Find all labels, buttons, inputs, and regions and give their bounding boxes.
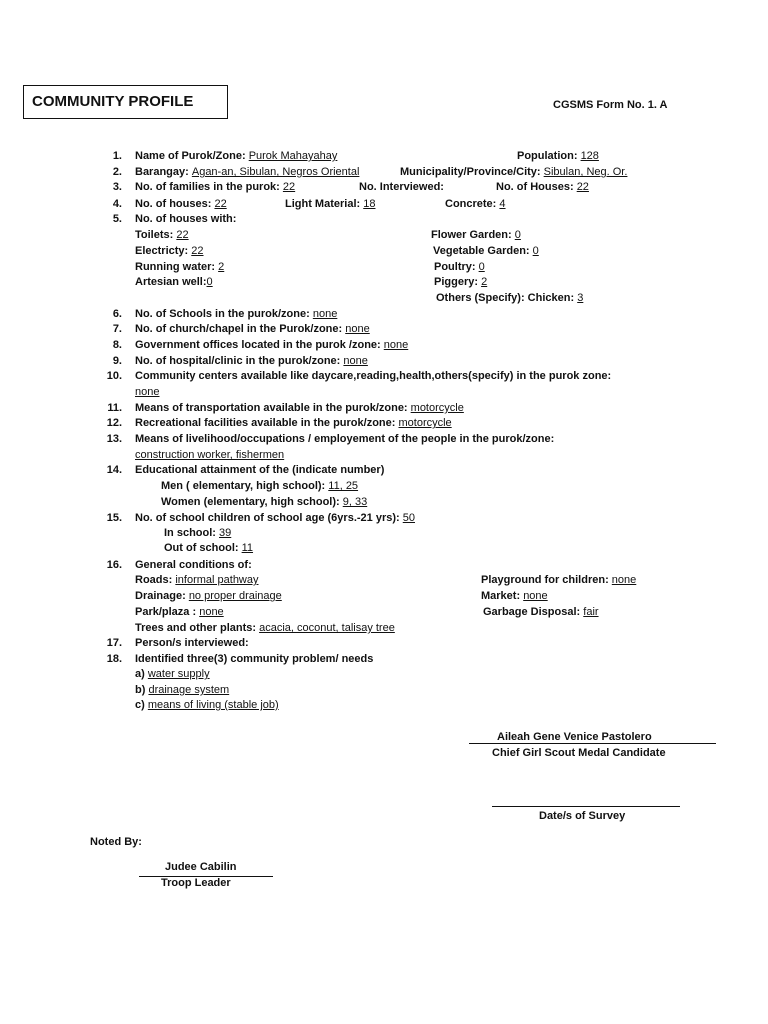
concrete-row [445,198,506,210]
electricity-row [135,245,204,257]
item-number: 1. [112,150,122,162]
vegetable-garden-row [433,245,539,257]
municipality-value: Sibulan, Neg. Or. [543,166,628,178]
artesian-well-row [135,276,213,288]
population-label: Population: [517,150,578,162]
flower-garden-row [431,229,521,241]
item-number: 7. [112,323,122,335]
vegetable-garden-label: Vegetable Garden: [433,245,530,257]
problem-b-value: drainage system [148,684,230,696]
purok-name-row [135,150,337,162]
in-school-label: In school: [164,527,216,539]
item-number: 6. [112,308,122,320]
school-children-row [135,512,415,524]
community-problems-label: Identified three(3) community problem/ needs [135,653,374,665]
houses-value: 22 [214,198,227,210]
government-offices-label: Government offices located in the purok /zone: [135,339,381,351]
vegetable-garden-value: 0 [532,245,539,257]
population-value: 128 [580,150,599,162]
government-offices-value: none [383,339,409,351]
school-children-value: 50 [402,512,415,524]
families-label: No. of families in the purok: [135,181,280,193]
toilets-label: Toilets: [135,229,174,241]
transportation-row [135,402,464,414]
item-number: 15. [106,512,122,524]
purok-name-label: Name of Purok/Zone: [135,150,246,162]
item-number: 18. [106,653,122,665]
interviewed-label: No. Interviewed: [359,181,444,193]
piggery-row [434,276,487,288]
garbage-value: fair [583,606,599,618]
flower-garden-label: Flower Garden: [431,229,512,241]
houses-count-label: No. of Houses: [496,181,574,193]
electricity-label: Electricty: [135,245,189,257]
poultry-row [434,261,485,273]
park-label: Park/plaza : [135,606,197,618]
item-number: 16. [106,559,122,571]
school-children-label: No. of school children of school age (6yrs.-21 yrs): [135,512,400,524]
item-number: 13. [106,433,122,445]
others-value: 3 [577,292,584,304]
men-education-row [161,480,358,492]
houses-label: No. of houses: [135,198,212,210]
problem-b-row [135,684,229,696]
candidate-signature-line [469,743,716,744]
men-education-label: Men ( elementary, high school): [161,480,326,492]
drainage-label: Drainage: [135,590,186,602]
community-centers-value: none [135,386,160,398]
concrete-label: Concrete: [445,198,497,210]
livelihood-value: construction worker, fishermen [135,449,285,461]
market-label: Market: [481,590,521,602]
population-row [517,150,599,162]
playground-label: Playground for children: [481,574,609,586]
women-education-label: Women (elementary, high school): [161,496,340,508]
garbage-row [483,606,599,618]
park-row [135,606,224,618]
running-water-row [135,261,224,273]
electricity-value: 22 [191,245,204,257]
flower-garden-value: 0 [514,229,521,241]
church-row [135,323,370,335]
houses-count-value: 22 [576,181,589,193]
schools-value: none [312,308,338,320]
trees-row [135,622,395,634]
hospital-row [135,355,368,367]
recreational-row [135,417,452,429]
roads-label: Roads: [135,574,173,586]
toilets-value: 22 [176,229,189,241]
in-school-row [164,527,231,539]
houses-with-label: No. of houses with: [135,213,237,225]
troop-leader-title: Troop Leader [161,877,231,889]
item-number: 14. [106,464,122,476]
form-number: CGSMS Form No. 1. A [553,99,668,111]
municipality-row [400,166,627,178]
recreational-value: motorcycle [398,417,452,429]
recreational-label: Recreational facilities available in the purok/zone: [135,417,396,429]
market-value: none [523,590,548,602]
item-number: 5. [112,213,122,225]
market-row [481,590,548,602]
general-conditions-label: General conditions of: [135,559,252,571]
families-value: 22 [282,181,296,193]
education-label: Educational attainment of the (indicate number) [135,464,385,476]
problem-b-label: b) [135,684,146,696]
date-signature-line [492,806,680,807]
community-centers-label: Community centers available like daycare,reading,health,others(specify) in the purok zone: [135,370,612,382]
toilets-row [135,229,189,241]
poultry-value: 0 [478,261,485,273]
drainage-value: no proper drainage [188,590,282,602]
schools-label: No. of Schools in the purok/zone: [135,308,310,320]
barangay-label: Barangay: [135,166,189,178]
date-of-survey-label: Date/s of Survey [539,810,626,822]
municipality-label: Municipality/Province/City: [400,166,541,178]
candidate-title: Chief Girl Scout Medal Candidate [492,747,666,759]
problem-a-value: water supply [147,668,210,680]
roads-value: informal pathway [175,574,259,586]
women-education-row [161,496,367,508]
light-material-label: Light Material: [285,198,361,210]
item-number: 17. [106,637,122,649]
problem-c-value: means of living (stable job) [147,699,279,711]
item-number: 11. [107,402,122,414]
houses-count-row [496,181,589,193]
trees-label: Trees and other plants: [135,622,257,634]
persons-interviewed-label: Person/s interviewed: [135,637,249,649]
park-value: none [199,606,224,618]
item-number: 12. [106,417,122,429]
piggery-value: 2 [481,276,488,288]
piggery-label: Piggery: [434,276,479,288]
page-title: COMMUNITY PROFILE [23,85,228,119]
garbage-label: Garbage Disposal: [483,606,581,618]
drainage-row [135,590,282,602]
in-school-value: 39 [219,527,232,539]
families-row [135,181,295,193]
item-number: 2. [112,166,122,178]
schools-row [135,308,337,320]
men-education-value: 11, 25 [328,480,359,492]
livelihood-label: Means of livelihood/occupations / employement of the people in the purok/zone: [135,433,555,445]
light-material-value: 18 [363,198,376,210]
playground-value: none [611,574,637,586]
candidate-name: Aileah Gene Venice Pastolero [497,731,652,743]
running-water-value: 2 [218,261,225,273]
artesian-well-value: 0 [206,276,213,288]
troop-leader-name: Judee Cabilin [165,861,237,873]
hospital-value: none [343,355,368,367]
barangay-value: Agan-an, Sibulan, Negros Oriental [191,166,360,178]
others-row [436,292,583,304]
church-label: No. of church/chapel in the Purok/zone: [135,323,343,335]
artesian-well-label: Artesian well: [135,276,207,288]
out-of-school-value: 11 [241,542,254,554]
trees-value: acacia, coconut, talisay tree [259,622,395,634]
problem-c-label: c) [135,699,145,711]
item-number: 8. [112,339,122,351]
problem-a-row [135,668,210,680]
women-education-value: 9, 33 [342,496,368,508]
church-value: none [345,323,370,335]
transportation-value: motorcycle [410,402,464,414]
noted-by-label: Noted By: [90,836,142,848]
concrete-value: 4 [499,198,506,210]
out-of-school-row [164,542,253,554]
houses-row [135,198,227,210]
purok-name-value: Purok Mahayahay [248,150,338,162]
problem-c-row [135,699,279,711]
poultry-label: Poultry: [434,261,476,273]
item-number: 10. [106,370,122,382]
out-of-school-label: Out of school: [164,542,239,554]
government-offices-row [135,339,408,351]
transportation-label: Means of transportation available in the purok/zone: [135,402,408,414]
others-label: Others (Specify): Chicken: [436,292,575,304]
running-water-label: Running water: [135,261,216,273]
item-number: 9. [112,355,122,367]
item-number: 4. [112,198,122,210]
hospital-label: No. of hospital/clinic in the purok/zone: [135,355,341,367]
light-material-row [285,198,375,210]
roads-row [135,574,259,586]
item-number: 3. [112,181,122,193]
barangay-row [135,166,359,178]
problem-a-label: a) [135,668,145,680]
playground-row [481,574,636,586]
